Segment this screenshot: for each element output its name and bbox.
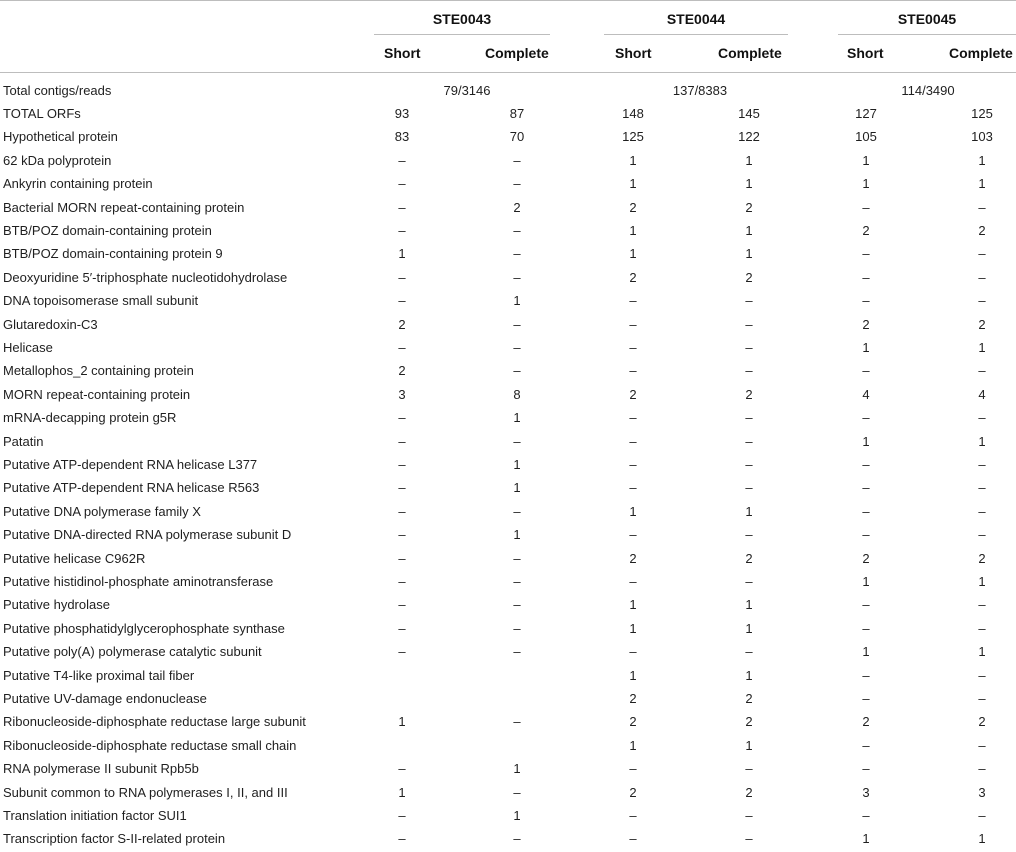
row-label: Helicase [3,340,53,355]
table-cell: – [978,457,986,472]
table-cell: – [629,527,637,543]
table-cell: 1 [513,480,521,496]
row-label: DNA topoisomerase small subunit [3,293,199,309]
table-cell: 145 [738,106,760,121]
table-cell: 2 [398,363,406,379]
table-cell: – [398,808,406,823]
table-cell: – [513,644,521,660]
group-header: STE0043 [432,11,492,27]
row-label: Ribonucleoside-diphosphate reductase large subunit [3,714,306,730]
row-label: Translation initiation factor SUI1 [3,808,187,823]
table-row [0,406,1016,429]
table-cell: – [978,363,986,379]
table-cell: 2 [745,199,753,215]
table-cell: – [862,269,870,285]
row-label: Metallophos_2 containing protein [3,363,194,379]
table-cell: 125 [622,129,644,145]
table-cell: – [862,737,870,753]
table-cell: 148 [622,106,644,121]
table-cell: 2 [745,269,753,285]
table-cell: – [745,316,753,332]
table-row [0,242,1016,265]
table-cell: 3 [978,784,986,800]
table-cell: – [513,269,521,285]
row-label: Putative phosphatidylglycerophosphate synthase [3,620,285,636]
table-row [0,313,1016,336]
table-cell: – [513,363,521,379]
table-cell: – [978,199,986,215]
table-row [0,664,1016,687]
table-cell: – [745,410,753,426]
table-cell: – [862,597,870,613]
table-cell: 1 [862,152,870,168]
header-rule [0,72,1016,73]
table-cell: 2 [629,691,637,706]
table-cell: 2 [862,714,870,730]
table-cell: 87 [509,106,525,121]
table-cell: – [629,433,637,449]
table-cell: 1 [629,737,637,753]
table-cell: 1 [629,152,637,168]
table-cell: – [745,433,753,449]
table-cell: – [978,246,986,262]
row-label: Putative histidinol-phosphate aminotransferase [3,574,274,589]
table-cell: 1 [745,152,753,168]
table-cell: 2 [745,784,753,800]
subheader-short: Short [847,45,884,61]
table-cell: – [398,269,406,285]
table-cell: – [978,503,986,519]
row-label: mRNA-decapping protein g5R [3,410,177,426]
table-cell: 1 [862,176,870,192]
row-label: Deoxyuridine 5′-triphosphate nucleotidohydrolase [3,269,288,285]
table-cell: 103 [971,129,993,145]
group-header: STE0044 [666,11,726,27]
table-cell: – [513,574,521,589]
table-cell: 1 [978,644,986,660]
table-cell: 2 [862,223,870,238]
table-cell: – [398,176,406,192]
row-label: Bacterial MORN repeat-containing protein [3,199,245,215]
table-cell: – [398,761,406,777]
table-cell: 4 [978,386,986,402]
table-cell: 2 [629,550,637,566]
row-label: MORN repeat-containing protein [3,386,191,402]
table-cell: – [745,808,753,823]
table-cell: – [862,246,870,262]
table-row [0,359,1016,382]
table-cell: – [629,831,637,847]
table-cell: 1 [513,293,521,309]
subheader-short: Short [615,45,652,61]
table-cell: 1 [862,644,870,660]
table-cell: 4 [862,386,870,402]
table-cell: 1 [978,433,986,449]
table-cell: 2 [629,714,637,730]
table-cell: – [513,831,521,847]
table-cell: – [745,644,753,660]
table-cell: – [398,831,406,847]
table-row [0,266,1016,289]
table-cell: 3 [398,386,406,402]
table-cell: 1 [978,831,986,847]
row-label: Ribonucleoside-diphosphate reductase small chain [3,737,297,753]
table-cell: 1 [398,784,406,800]
table-cell: 1 [398,246,406,262]
table-cell: – [978,527,986,543]
table-cell: 125 [971,106,993,121]
table-cell: 1 [513,761,521,777]
table-cell: 1 [629,667,637,683]
table-cell: – [629,363,637,379]
table-cell: – [398,480,406,496]
row-label: RNA polymerase II subunit Rpb5b [3,761,199,777]
table-row [0,547,1016,570]
table-cell: 127 [855,106,877,121]
table-cell: 1 [629,503,637,519]
table-cell: 2 [745,550,753,566]
table-cell: – [513,433,521,449]
table-cell: – [629,808,637,823]
row-label: Putative DNA polymerase family X [3,503,201,519]
table-row [0,640,1016,663]
table-cell: 2 [629,199,637,215]
table-cell: 79/3146 [443,83,491,98]
row-label: Putative poly(A) polymerase catalytic subunit [3,644,262,660]
table-row [0,827,1016,850]
table-row [0,710,1016,733]
table-cell: – [978,691,986,706]
table-cell: – [862,199,870,215]
table-row [0,734,1016,757]
subheader-complete: Complete [485,45,549,61]
table-cell: – [978,597,986,613]
table-cell: 2 [745,386,753,402]
table-cell: – [978,737,986,753]
group-rule [374,34,550,35]
table-cell: – [978,808,986,823]
table-cell: – [629,457,637,472]
table-cell: – [978,293,986,309]
table-cell: 1 [978,152,986,168]
table-cell: 1 [978,574,986,589]
table-cell: 93 [394,106,410,121]
table-cell: 70 [509,129,525,145]
table-cell: 1 [862,433,870,449]
table-cell: 1 [629,246,637,262]
table-cell: – [862,503,870,519]
row-label: Putative helicase C962R [3,550,146,566]
table-row [0,804,1016,827]
group-rule [838,34,1016,35]
table-cell: – [862,620,870,636]
group-header: STE0045 [897,11,957,27]
row-label: TOTAL ORFs [3,106,81,121]
row-label: Patatin [3,433,44,449]
table-row [0,453,1016,476]
table-cell: 83 [394,129,410,145]
top-rule [0,0,1016,1]
table-cell: – [745,831,753,847]
table-row [0,383,1016,406]
table-cell: 1 [745,620,753,636]
table-cell: – [629,293,637,309]
table-cell: – [629,410,637,426]
table-cell: 1 [862,831,870,847]
table-cell: 2 [978,316,986,332]
table-cell: 1 [745,503,753,519]
table-cell: – [513,316,521,332]
table-cell: 114/3490 [901,83,955,98]
row-label: Transcription factor S-II-related protein [3,831,226,847]
table-cell: – [862,293,870,309]
table-cell: – [629,340,637,355]
row-label: Glutaredoxin-C3 [3,316,98,332]
table-cell: – [862,808,870,823]
table-cell: 2 [629,386,637,402]
table-cell: 2 [513,199,521,215]
table-cell: – [513,246,521,262]
table-row [0,430,1016,453]
table-cell: 2 [398,316,406,332]
row-label: Putative ATP-dependent RNA helicase L377 [3,457,258,472]
table-cell: – [862,761,870,777]
table-row [0,102,1016,125]
table-row [0,523,1016,546]
table-cell: – [513,597,521,613]
table-cell: 1 [513,410,521,426]
table-cell: 137/8383 [672,83,728,98]
table-cell: – [629,644,637,660]
table-row [0,617,1016,640]
table-row [0,149,1016,172]
subheader-complete: Complete [718,45,782,61]
table-cell: – [745,340,753,355]
table-cell: – [513,714,521,730]
row-label: Putative hydrolase [3,597,110,613]
table-cell: 8 [513,386,521,402]
table-cell: – [398,503,406,519]
table-row [0,570,1016,593]
row-label: Putative ATP-dependent RNA helicase R563 [3,480,260,496]
table-cell: – [862,527,870,543]
table-row [0,219,1016,242]
row-label: Total contigs/reads [3,83,112,98]
table-cell: – [398,527,406,543]
row-label: Putative UV-damage endonuclease [3,691,207,706]
table-cell: 1 [862,574,870,589]
table-cell: 1 [629,597,637,613]
table-cell: – [513,223,521,238]
table-cell: – [398,340,406,355]
subheader-complete: Complete [949,45,1013,61]
table-cell: – [978,269,986,285]
row-label: Subunit common to RNA polymerases I, II, and III [3,784,288,800]
table-cell: 1 [513,527,521,543]
table-cell: – [862,363,870,379]
table-cell: 2 [745,691,753,706]
table-cell: – [862,457,870,472]
table-cell: – [513,784,521,800]
table-row [0,336,1016,359]
row-label: Ankyrin containing protein [3,176,153,192]
table-row [0,476,1016,499]
table-cell: 1 [745,667,753,683]
row-label: BTB/POZ domain-containing protein [3,223,212,238]
table-row [0,289,1016,312]
table-cell: – [745,574,753,589]
table-cell: 2 [978,714,986,730]
table-cell: – [398,152,406,168]
table-cell: 1 [398,714,406,730]
table-cell: 1 [513,457,521,472]
table-cell: – [398,199,406,215]
table-cell: 1 [629,620,637,636]
table-row [0,687,1016,710]
table-cell: – [513,340,521,355]
table-cell: 2 [978,223,986,238]
row-label: Hypothetical protein [3,129,118,145]
subheader-short: Short [384,45,421,61]
table-row [0,196,1016,219]
table-cell: – [513,503,521,519]
table-cell: – [745,363,753,379]
table-cell: – [745,527,753,543]
table-cell: – [629,574,637,589]
table-row [0,500,1016,523]
table-row [0,172,1016,195]
table-cell: – [978,620,986,636]
table-cell: 1 [629,223,637,238]
table-cell: – [398,644,406,660]
row-label: BTB/POZ domain-containing protein 9 [3,246,223,262]
table-row [0,781,1016,804]
table-cell: 1 [745,597,753,613]
table-cell: – [745,480,753,496]
table-cell: – [978,480,986,496]
row-label: Putative T4-like proximal tail fiber [3,667,195,683]
table-row [0,125,1016,148]
group-rule [604,34,788,35]
table-cell: – [398,574,406,589]
table-cell: – [629,761,637,777]
table-cell: – [862,410,870,426]
table-cell: – [745,293,753,309]
table-cell: – [398,597,406,613]
table-cell: 2 [978,550,986,566]
table-cell: 1 [745,246,753,262]
table-cell: – [398,410,406,426]
table-cell: – [398,550,406,566]
table-cell: – [629,480,637,496]
table-cell: 1 [513,808,521,823]
table-cell: 2 [862,550,870,566]
table-row [0,593,1016,616]
table-cell: 2 [629,784,637,800]
table-cell: – [398,433,406,449]
table-cell: 1 [978,176,986,192]
table-cell: – [629,316,637,332]
table-cell: – [398,293,406,309]
table-cell: 1 [745,737,753,753]
table-cell: 122 [738,129,760,145]
table-cell: – [745,457,753,472]
table-cell: – [745,761,753,777]
row-label: 62 kDa polyprotein [3,152,112,168]
table-cell: – [398,223,406,238]
table-row [0,79,1016,102]
table-cell: – [513,550,521,566]
row-label: Putative DNA-directed RNA polymerase subunit D [3,527,292,543]
table-cell: – [978,667,986,683]
table-cell: 1 [862,340,870,355]
table-cell: 1 [629,176,637,192]
table-cell: 1 [745,176,753,192]
table-cell: – [862,667,870,683]
table-cell: – [862,691,870,706]
table-cell: 2 [745,714,753,730]
table-cell: – [513,152,521,168]
table-cell: – [862,480,870,496]
table-cell: 1 [745,223,753,238]
table-cell: 3 [862,784,870,800]
table-cell: – [978,410,986,426]
table-cell: 105 [855,129,877,145]
table-cell: – [513,620,521,636]
table-cell: 2 [629,269,637,285]
table-row [0,757,1016,780]
table-cell: 2 [862,316,870,332]
table-cell: – [398,620,406,636]
table-cell: – [978,761,986,777]
table-cell: – [398,457,406,472]
table-cell: – [513,176,521,192]
table-cell: 1 [978,340,986,355]
